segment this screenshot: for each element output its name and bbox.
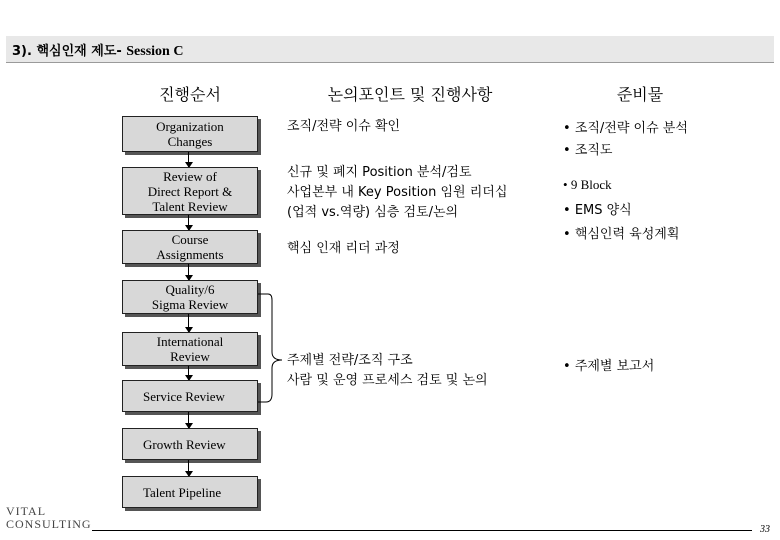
header-discussion: 논의포인트 및 진행사항 xyxy=(327,85,493,104)
discussion-leader-course: 핵심 인재 리더 과정 xyxy=(287,241,400,256)
discussion-line: 신규 및 폐지 Position 분석/검토 xyxy=(287,165,472,180)
header-process: 진행순서 xyxy=(159,85,221,104)
arrow-5 xyxy=(188,366,189,380)
material-org-chart: • 조직도 xyxy=(563,139,613,158)
discussion-position-review xyxy=(287,163,507,223)
step-talent-pipeline: Talent Pipeline xyxy=(122,476,258,508)
material-development-plan: • 핵심인력 육성계획 xyxy=(563,223,679,242)
arrow-3 xyxy=(188,264,189,280)
title-english: Session C xyxy=(126,44,184,59)
material-ems-form: • EMS 양식 xyxy=(563,199,632,218)
step-course-assignments: Course Assignments xyxy=(122,230,258,264)
step-international-review: International Review xyxy=(122,332,258,366)
discussion-line: (업적 vs.역량) 심층 검토/논의 xyxy=(287,205,459,220)
material-issue-analysis: • 조직/전략 이슈 분석 xyxy=(563,117,688,136)
page-number: 33 xyxy=(760,524,770,535)
discussion-org-strategy: 조직/전략 이슈 확인 xyxy=(287,119,401,134)
discussion-line: 주제별 전략/조직 구조 xyxy=(287,353,413,368)
arrow-6 xyxy=(188,412,189,428)
discussion-line: 사업본부 내 Key Position 임원 리더십 xyxy=(287,185,508,200)
arrow-4 xyxy=(188,314,189,332)
logo-line-1: VITAL xyxy=(6,504,47,518)
group-brace xyxy=(256,290,286,410)
step-service-review: Service Review xyxy=(122,380,258,412)
arrow-7 xyxy=(188,460,189,476)
step-direct-report-review: Review of Direct Report & Talent Review xyxy=(122,167,258,215)
arrow-1 xyxy=(188,152,189,167)
title-bar xyxy=(6,36,774,63)
material-9-block: • 9 Block xyxy=(563,177,612,193)
footer-divider xyxy=(92,530,752,531)
step-growth-review: Growth Review xyxy=(122,428,258,460)
logo-line-2: CONSULTING xyxy=(6,517,92,531)
step-quality-sigma-review: Quality/6 Sigma Review xyxy=(122,280,258,314)
discussion-topic-review xyxy=(287,351,488,391)
discussion-line: 사람 및 운영 프로세스 검토 및 논의 xyxy=(287,373,488,388)
material-topic-report: • 주제별 보고서 xyxy=(563,355,654,374)
step-organization-changes: Organization Changes xyxy=(122,116,258,152)
title-korean: 3). 핵심인재 제도- xyxy=(12,44,127,59)
company-logo xyxy=(6,505,92,531)
arrow-2 xyxy=(188,215,189,230)
page-title xyxy=(12,40,183,60)
header-materials: 준비물 xyxy=(616,85,664,104)
